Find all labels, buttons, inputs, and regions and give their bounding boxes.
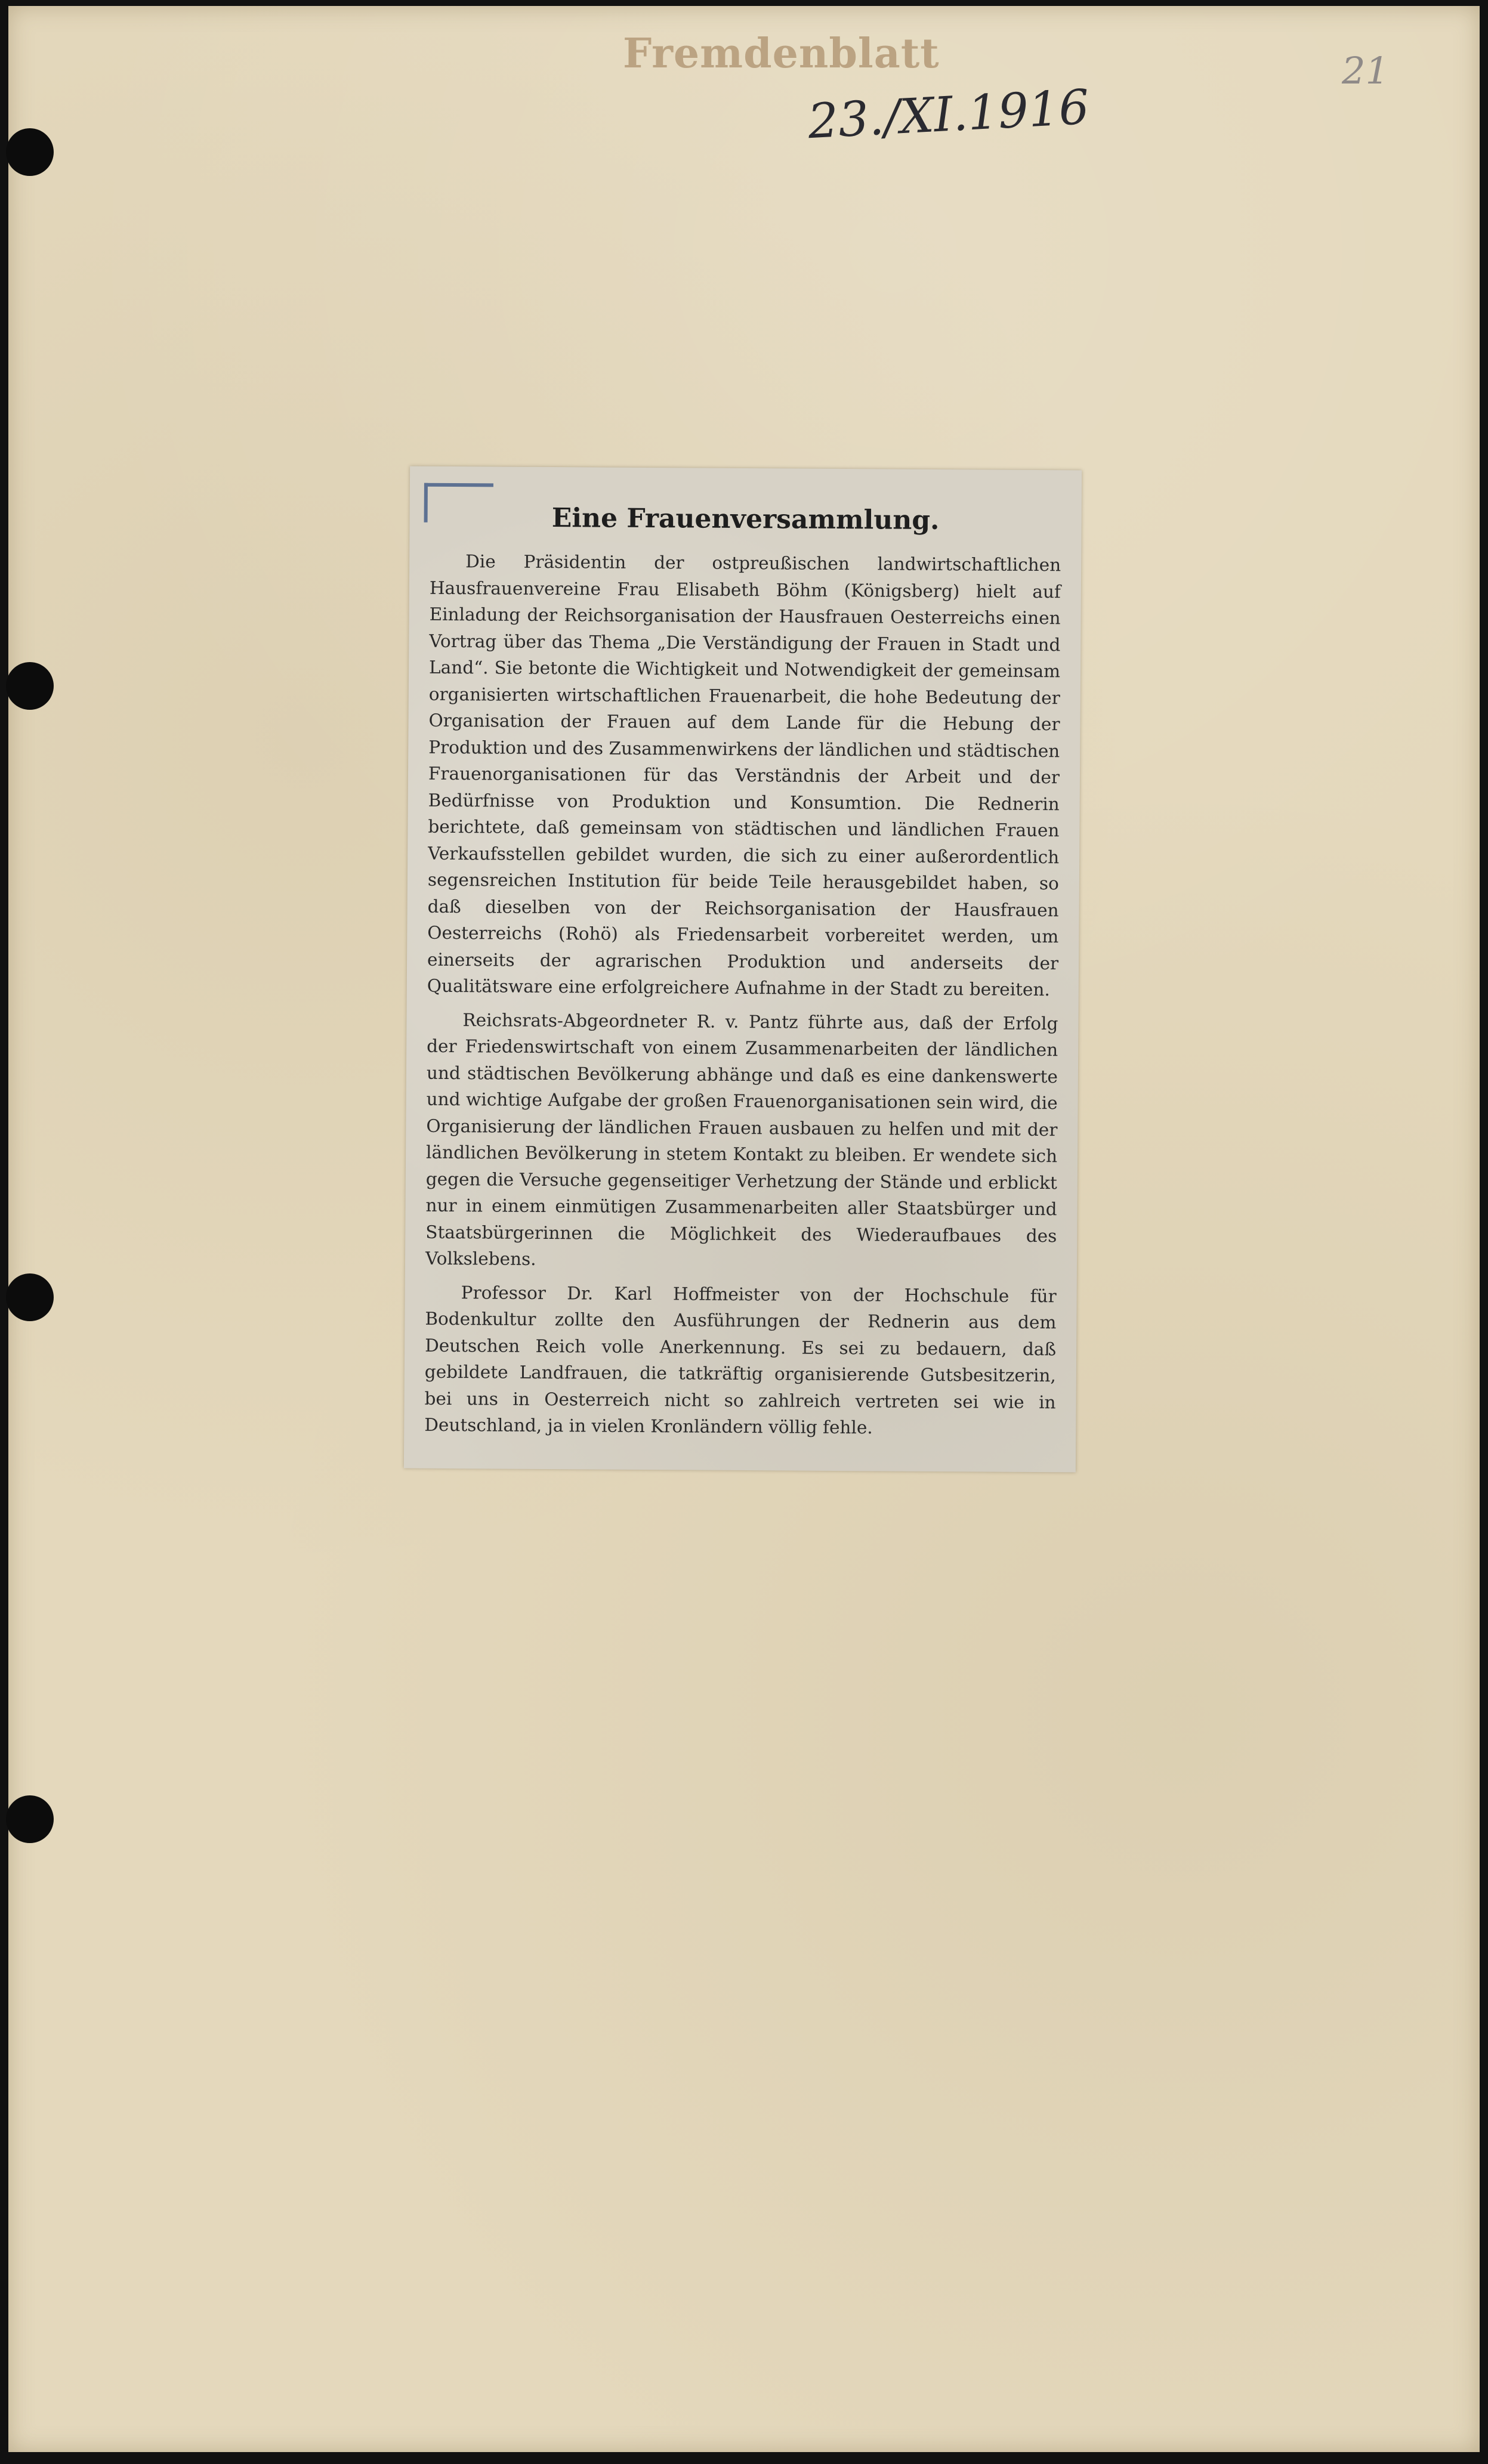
article-paragraph: Die Präsidentin der ostpreußischen landwirtschaftlichen Hausfrauenvereine Frau Elisabeth Böhm (Königsberg) hielt auf Einladung der Reichsorganisation der Hausfrauen Oesterreichs einen Vortrag über das Thema „Die Verständigung der Frauen in Stadt und Land“. Sie betonte die Wichtigkeit und Notwendigkeit der gemeinsam organisierten wirtschaftlichen Frauenarbeit, die hohe Bedeutung der Organisation der Frauen auf dem Lande für die Hebung der Produktion und des Zusammenwirkens der ländlichen und städtischen Frauenorganisationen für das Verständnis der Arbeit und der Bedürfnisse von Produktion und Konsumtion. Die Rednerin berichtete, daß gemeinsam von städtischen und ländlichen Frauen Verkaufsstellen gebildet wurden, die sich zu einer außerordentlich segensreichen Institution für beide Teile herausgebildet haben, so daß dieselben von der Reichsorganisation der Hausfrauen Oesterreichs (Rohö) als Friedensarbeit vorbereitet werden, um einerseits der agrarischen Produktion und anderseits der Qualitätsware eine erfolgreichere Aufnahme in der Stadt zu bereiten. bbox=[427, 551, 1061, 1000]
pencil-mark bbox=[424, 483, 493, 523]
punch-hole bbox=[6, 1273, 54, 1321]
punch-hole bbox=[6, 1795, 54, 1843]
article-title: Eine Frauenversammlung. bbox=[551, 503, 940, 536]
article-paragraph: Professor Dr. Karl Hoffmeister von der Hochschule für Bodenkultur zollte den Ausführungen der Rednerin aus dem Deutschen Reich volle Anerkennung. Es sei zu bedauern, daß gebildete Landfrauen, die tatkräftig organisierende Gutsbesitzerin, bei uns in Oesterreich nicht so zahlreich vertreten sei wie in Deutschland, ja in vielen Kronländern völlig fehle. bbox=[424, 1282, 1057, 1438]
newspaper-stamp: Fremdenblatt bbox=[623, 30, 940, 78]
punch-hole bbox=[6, 662, 54, 710]
newspaper-clipping bbox=[404, 466, 1082, 1473]
punch-hole bbox=[6, 128, 54, 176]
handwritten-date: 23./XI.1916 bbox=[806, 79, 1091, 150]
page-number: 21 bbox=[1342, 49, 1389, 92]
article-paragraph: Reichsrats-Abgeordneter R. v. Pantz führte aus, daß der Erfolg der Friedenswirtschaft von einem Zusammenarbeiten der ländlichen und städtischen Bevölkerung abhänge und daß es eine dankenswerte und wichtige Aufgabe der großen Frauenorganisationen sein wird, die Organisierung der ländlichen Frauen ausbauen zu helfen und mit der ländlichen Bevölkerung in stetem Kontakt zu bleiben. Er wendete sich gegen die Versuche gegenseitiger Verhetzung der Stände und erblickt nur in einem einmütigen Zusammenarbeiten aller Staatsbürger und Staatsbürgerinnen die Möglichkeit des Wiederaufbaues des Volkslebens. bbox=[425, 1009, 1058, 1269]
archive-sheet bbox=[8, 6, 1480, 2452]
